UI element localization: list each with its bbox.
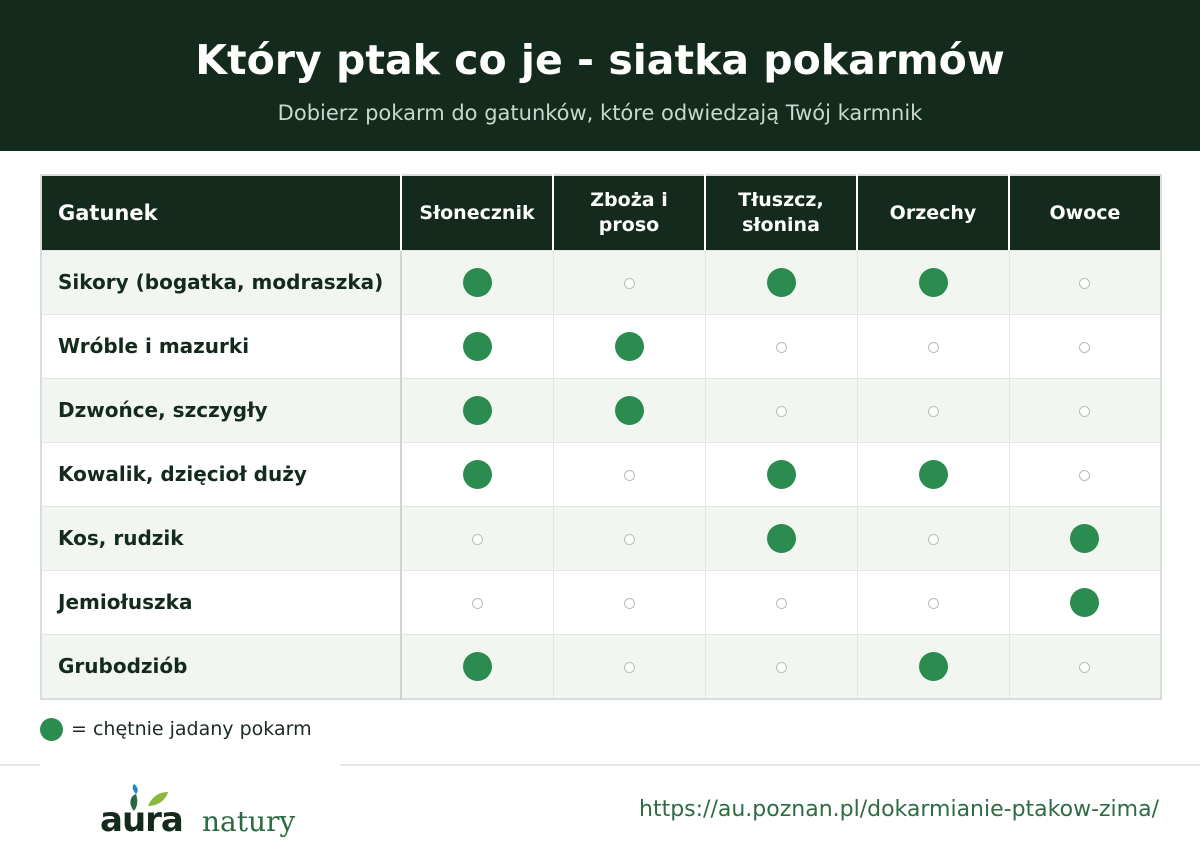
- not-eaten-dot-icon: [776, 342, 787, 353]
- food-cell: [401, 507, 553, 571]
- legend-text: = chętnie jadany pokarm: [71, 718, 312, 740]
- food-cell: [401, 315, 553, 379]
- column-header-food: [705, 175, 857, 251]
- table-row: [41, 443, 1161, 507]
- not-eaten-dot-icon: [1079, 662, 1090, 673]
- column-header-food: Słonecznik: [401, 175, 553, 251]
- eaten-dot-icon: [919, 268, 948, 297]
- food-cell: [1009, 251, 1161, 315]
- column-header-species: Gatunek: [41, 175, 401, 251]
- food-cell: [857, 635, 1009, 700]
- not-eaten-dot-icon: [1079, 278, 1090, 289]
- table-row: [41, 315, 1161, 379]
- food-cell: [401, 443, 553, 507]
- food-cell: [553, 507, 705, 571]
- eaten-dot-icon: [919, 460, 948, 489]
- column-header-food-label: Tłuszcz, słonina: [738, 189, 824, 236]
- not-eaten-dot-icon: [472, 534, 483, 545]
- species-name-cell: Sikory (bogatka, modraszka): [41, 251, 401, 315]
- species-name-cell: Jemiołuszka: [41, 571, 401, 635]
- column-header-food: [553, 175, 705, 251]
- food-cell: [705, 379, 857, 443]
- not-eaten-dot-icon: [624, 470, 635, 481]
- eaten-dot-icon: [767, 524, 796, 553]
- not-eaten-dot-icon: [928, 406, 939, 417]
- not-eaten-dot-icon: [624, 278, 635, 289]
- logo-brand-text: aura: [100, 800, 183, 840]
- food-cell: [553, 635, 705, 700]
- eaten-dot-icon: [463, 652, 492, 681]
- table-row: [41, 635, 1161, 700]
- not-eaten-dot-icon: [928, 342, 939, 353]
- species-name-cell: Kowalik, dzięcioł duży: [41, 443, 401, 507]
- food-cell: [401, 379, 553, 443]
- column-header-food-label: Zboża i proso: [590, 189, 668, 236]
- not-eaten-dot-icon: [624, 598, 635, 609]
- food-cell: [857, 571, 1009, 635]
- not-eaten-dot-icon: [776, 598, 787, 609]
- food-grid-table: [40, 174, 1162, 700]
- not-eaten-dot-icon: [928, 598, 939, 609]
- not-eaten-dot-icon: [1079, 470, 1090, 481]
- food-cell: [1009, 443, 1161, 507]
- not-eaten-dot-icon: [624, 662, 635, 673]
- column-header-food: Orzechy: [857, 175, 1009, 251]
- food-cell: [401, 635, 553, 700]
- food-cell: [857, 443, 1009, 507]
- not-eaten-dot-icon: [928, 534, 939, 545]
- food-cell: [705, 315, 857, 379]
- eaten-dot-icon: [1070, 524, 1099, 553]
- not-eaten-dot-icon: [1079, 406, 1090, 417]
- eaten-dot-icon: [463, 460, 492, 489]
- table-row: [41, 379, 1161, 443]
- source-url-link[interactable]: https://au.poznan.pl/dokarmianie-ptakow-zima/: [639, 797, 1159, 822]
- table-row: [41, 507, 1161, 571]
- aura-natury-logo: [100, 784, 296, 844]
- eaten-dot-icon: [919, 652, 948, 681]
- food-cell: [705, 443, 857, 507]
- page-title: Który ptak co je - siatka pokarmów: [195, 36, 1005, 84]
- food-cell: [1009, 571, 1161, 635]
- page-header: [0, 0, 1200, 151]
- food-cell: [553, 315, 705, 379]
- food-cell: [553, 251, 705, 315]
- food-cell: [705, 507, 857, 571]
- eaten-dot-icon: [767, 460, 796, 489]
- food-cell: [857, 251, 1009, 315]
- food-cell: [705, 251, 857, 315]
- page-subtitle: Dobierz pokarm do gatunków, które odwiedzają Twój karmnik: [277, 101, 923, 125]
- eaten-dot-icon: [615, 396, 644, 425]
- food-cell: [705, 571, 857, 635]
- eaten-dot-icon: [463, 396, 492, 425]
- not-eaten-dot-icon: [472, 598, 483, 609]
- food-cell: [1009, 315, 1161, 379]
- legend-dot-icon: [40, 718, 63, 741]
- eaten-dot-icon: [615, 332, 644, 361]
- food-cell: [857, 379, 1009, 443]
- eaten-dot-icon: [1070, 588, 1099, 617]
- not-eaten-dot-icon: [776, 406, 787, 417]
- food-cell: [401, 571, 553, 635]
- eaten-dot-icon: [463, 332, 492, 361]
- eaten-dot-icon: [463, 268, 492, 297]
- species-name-cell: Dzwońce, szczygły: [41, 379, 401, 443]
- food-cell: [857, 315, 1009, 379]
- legend: [40, 716, 312, 742]
- not-eaten-dot-icon: [624, 534, 635, 545]
- food-cell: [1009, 635, 1161, 700]
- not-eaten-dot-icon: [1079, 342, 1090, 353]
- table-header-row: [41, 175, 1161, 251]
- food-cell: [857, 507, 1009, 571]
- table-row: [41, 251, 1161, 315]
- table-body: [41, 251, 1161, 700]
- food-cell: [553, 571, 705, 635]
- logo-sub-text: natury: [202, 805, 296, 838]
- column-header-food: Owoce: [1009, 175, 1161, 251]
- food-cell: [401, 251, 553, 315]
- species-name-cell: Grubodziób: [41, 635, 401, 700]
- not-eaten-dot-icon: [776, 662, 787, 673]
- species-name-cell: Wróble i mazurki: [41, 315, 401, 379]
- food-cell: [1009, 507, 1161, 571]
- table-row: [41, 571, 1161, 635]
- species-name-cell: Kos, rudzik: [41, 507, 401, 571]
- food-cell: [553, 379, 705, 443]
- eaten-dot-icon: [767, 268, 796, 297]
- food-cell: [553, 443, 705, 507]
- food-cell: [705, 635, 857, 700]
- food-cell: [1009, 379, 1161, 443]
